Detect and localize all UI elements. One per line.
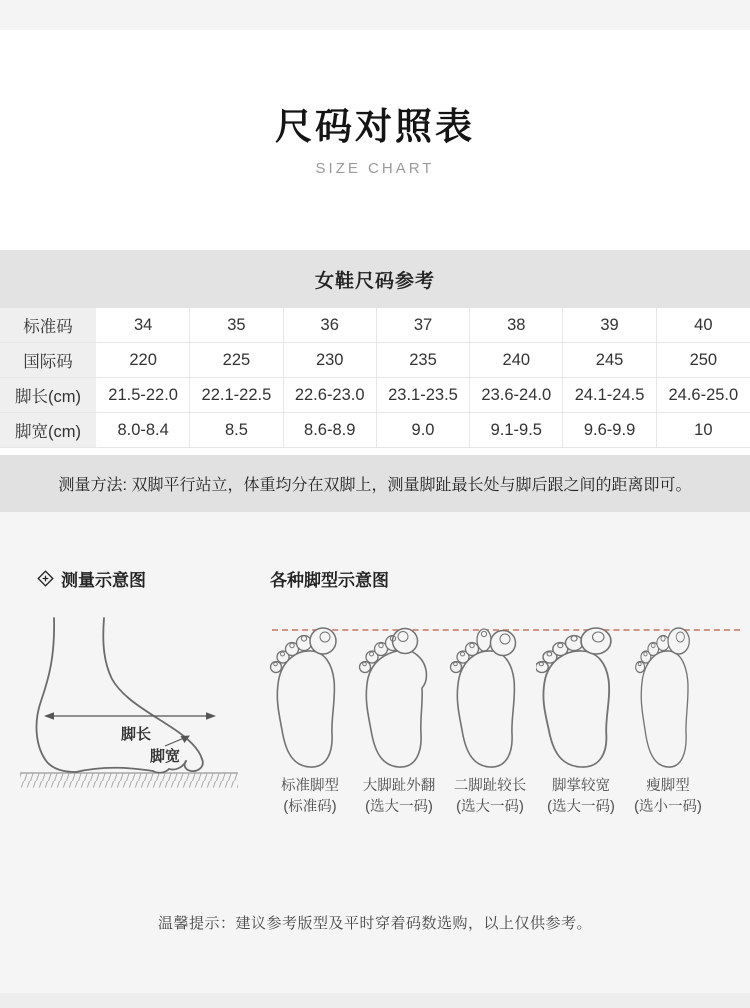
table-cell: 220 (97, 343, 190, 378)
table-cell: 23.1-23.5 (377, 378, 470, 413)
foot-type-long-second-toe (445, 626, 535, 776)
foot-type-name: 二脚趾较长 (453, 778, 527, 794)
table-cell: 35 (190, 308, 283, 343)
row-label: 标准码 (0, 308, 97, 343)
top-strip (0, 0, 750, 30)
table-cell: 34 (97, 308, 190, 343)
table-cell: 8.5 (190, 413, 283, 448)
foot-width-arrow (165, 736, 190, 747)
foot-type-name: 标准脚型 (281, 778, 339, 794)
table-cell: 22.6-23.0 (284, 378, 377, 413)
table-cell: 8.0-8.4 (97, 413, 190, 448)
table-row (0, 343, 750, 378)
table-cell: 38 (470, 308, 563, 343)
foot-type-wide (536, 626, 626, 776)
table-row (0, 308, 750, 343)
table-cell: 21.5-22.0 (97, 378, 190, 413)
table-cell: 9.0 (377, 413, 470, 448)
row-label: 国际码 (0, 343, 97, 378)
table-cell: 8.6-8.9 (284, 413, 377, 448)
foot-type-advice: (标准码) (283, 799, 337, 815)
foot-measurement-diagram (18, 616, 240, 792)
foot-type-name: 瘦脚型 (646, 778, 690, 794)
table-cell: 37 (377, 308, 470, 343)
table-cell: 235 (377, 343, 470, 378)
row-label: 脚宽(cm) (0, 413, 97, 448)
foot-type-advice: (选大一码) (365, 799, 433, 815)
table-row (0, 413, 750, 448)
bottom-band (0, 993, 750, 1008)
foot-type-advice: (选大一码) (456, 799, 524, 815)
table-cell: 23.6-24.0 (470, 378, 563, 413)
size-table (0, 250, 750, 448)
foot-type-advice: (选大一码) (547, 799, 615, 815)
foot-type-advice: (选小一码) (634, 799, 702, 815)
foot-type-standard (265, 626, 355, 776)
foot-types-heading (270, 566, 389, 591)
table-cell: 22.1-22.5 (190, 378, 283, 413)
foot-width-label: 脚宽 (149, 748, 181, 765)
size-table-title: 女鞋尺码参考 (0, 250, 750, 308)
foot-types-title: 各种脚型示意图 (270, 571, 389, 590)
table-cell: 230 (284, 343, 377, 378)
table-cell: 245 (563, 343, 656, 378)
table-cell: 10 (657, 413, 750, 448)
table-cell: 36 (284, 308, 377, 343)
foot-type-narrow (623, 626, 713, 776)
diagram-section (0, 512, 750, 1008)
foot-length-label: 脚长 (120, 726, 152, 743)
table-cell: 240 (470, 343, 563, 378)
table-cell: 225 (190, 343, 283, 378)
row-label: 脚长(cm) (0, 378, 97, 413)
table-cell: 250 (657, 343, 750, 378)
ruler-hatching (20, 774, 238, 788)
table-cell: 24.1-24.5 (563, 378, 656, 413)
foot-length-arrow (44, 712, 216, 720)
table-row (0, 378, 750, 413)
table-cell: 9.6-9.9 (563, 413, 656, 448)
measure-method-note: 测量方法: 双脚平行站立，体重均分在双脚上，测量脚趾最长处与脚后跟之间的距离即可。 (0, 455, 750, 512)
table-cell: 39 (563, 308, 656, 343)
foot-type-name: 脚掌较宽 (552, 778, 610, 794)
table-cell: 9.1-9.5 (470, 413, 563, 448)
table-cell: 24.6-25.0 (657, 378, 750, 413)
footer-note: 温馨提示：建议参考版型及平时穿着码数选购，以上仅供参考。 (157, 915, 592, 932)
page-subtitle: SIZE CHART (315, 160, 435, 177)
foot-type-bunion (354, 626, 444, 776)
page-title: 尺码对照表 (275, 106, 475, 147)
measure-diagram-title: 测量示意图 (61, 571, 146, 590)
table-cell: 40 (657, 308, 750, 343)
measure-diagram-heading (36, 566, 146, 591)
foot-type-label (608, 776, 728, 818)
diamond-target-icon (36, 569, 55, 588)
foot-type-name: 大脚趾外翻 (362, 778, 436, 794)
